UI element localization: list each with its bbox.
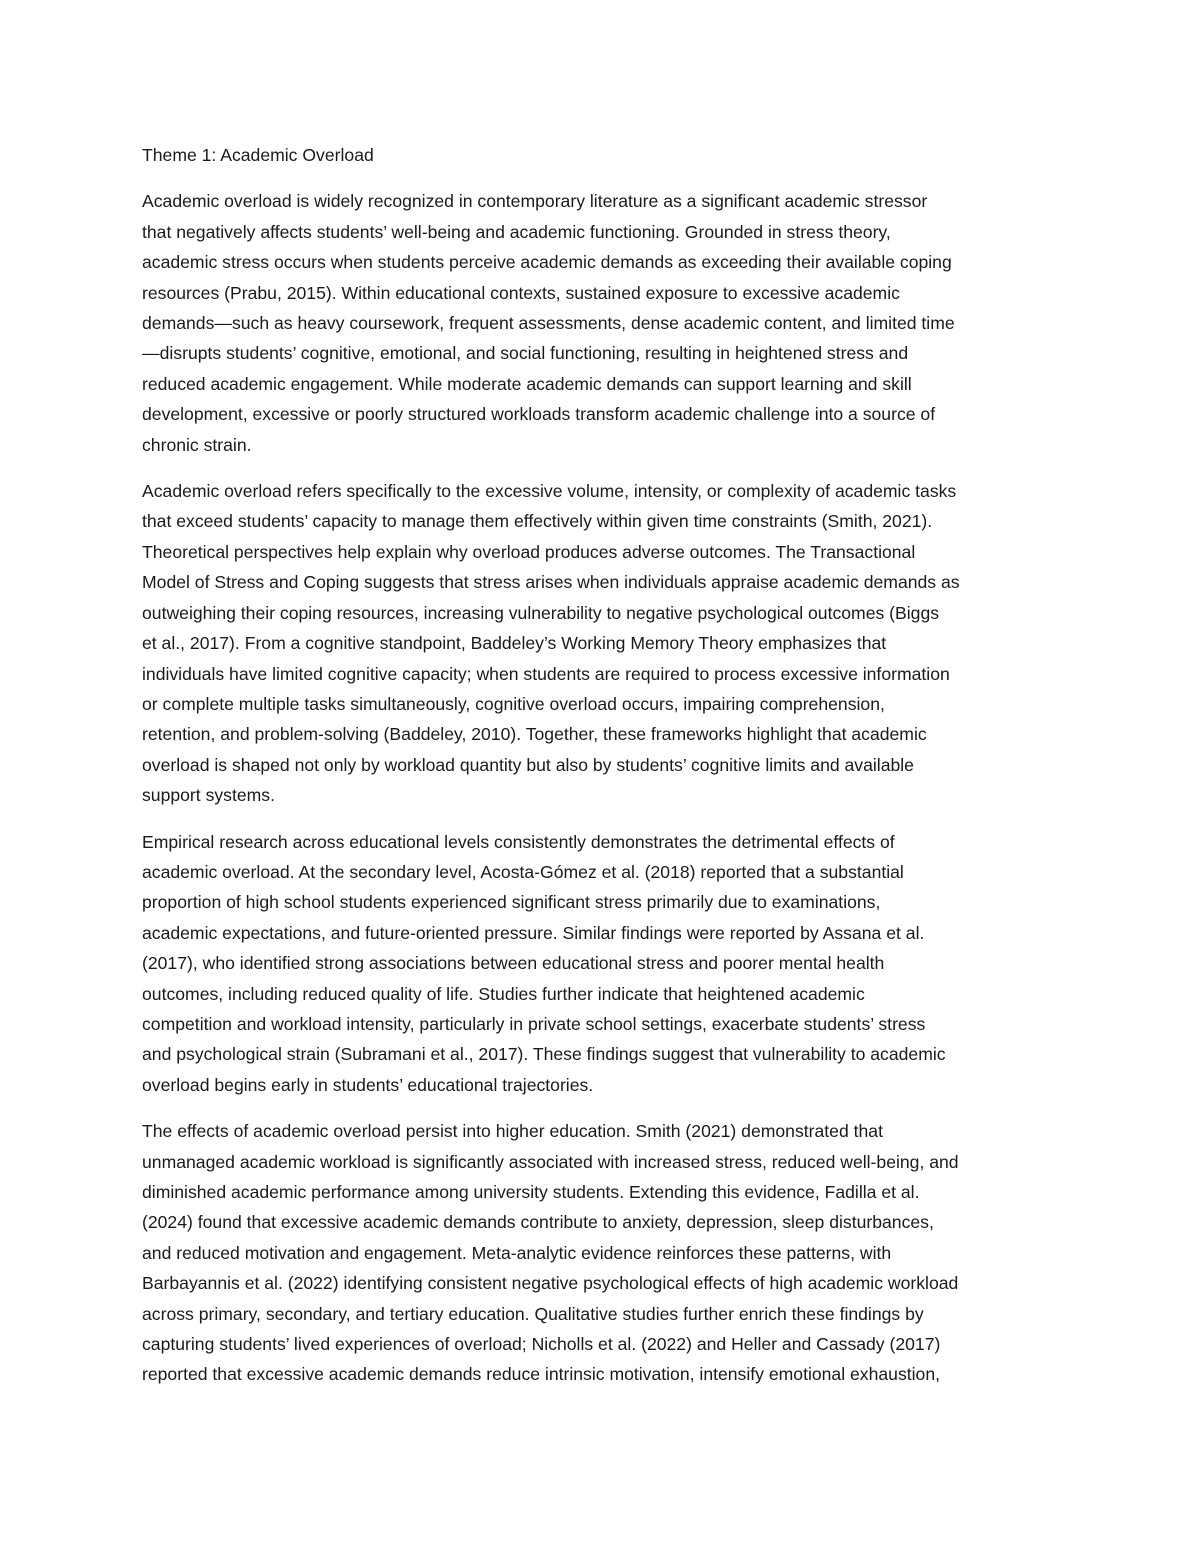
paragraph-line: support systems.: [142, 785, 275, 806]
paragraph-line: individuals have limited cognitive capacity; when students are required to process excessive information: [142, 663, 950, 684]
paragraph-line: overload is shaped not only by workload quantity but also by students’ cognitive limits and available: [142, 754, 914, 775]
paragraph-line: Academic overload is widely recognized in contemporary literature as a significant academic stressor: [142, 191, 928, 212]
body-paragraph: [142, 476, 1062, 810]
paragraph-line: competition and workload intensity, particularly in private school settings, exacerbate students’ stress: [142, 1013, 926, 1034]
paragraph-line: development, excessive or poorly structured workloads transform academic challenge into a source of: [142, 404, 936, 425]
paragraph-line: (2024) found that excessive academic demands contribute to anxiety, depression, sleep disturbances,: [142, 1212, 934, 1233]
paragraph-line: (2017), who identified strong associations between educational stress and poorer mental health: [142, 953, 885, 974]
paragraph-line: across primary, secondary, and tertiary education. Qualitative studies further enrich these findings by: [142, 1303, 924, 1324]
paragraph-line: resources (Prabu, 2015). Within educational contexts, sustained exposure to excessive academic: [142, 282, 900, 303]
body-paragraph: [142, 186, 1062, 460]
paragraph-line: overload begins early in students’ educational trajectories.: [142, 1074, 594, 1095]
document-body: [142, 140, 1062, 1406]
paragraph-line: reported that excessive academic demands reduce intrinsic motivation, intensify emotional exhaustion,: [142, 1364, 940, 1385]
paragraph-list: [142, 186, 1062, 1389]
paragraph-line: academic expectations, and future-oriented pressure. Similar findings were reported by Assana et al.: [142, 922, 925, 943]
paragraph-line: academic overload. At the secondary level, Acosta-Gómez et al. (2018) reported that a substantial: [142, 861, 904, 882]
paragraph-line: —disrupts students’ cognitive, emotional, and social functioning, resulting in heightened stress and: [142, 343, 909, 364]
paragraph-line: proportion of high school students experienced significant stress primarily due to examinations,: [142, 892, 881, 913]
paragraph-line: academic stress occurs when students perceive academic demands as exceeding their available coping: [142, 252, 952, 273]
paragraph-line: outweighing their coping resources, increasing vulnerability to negative psychological outcomes (Biggs: [142, 602, 940, 623]
paragraph-line: Academic overload refers specifically to the excessive volume, intensity, or complexity of academic tasks: [142, 481, 957, 502]
paragraph-line: Empirical research across educational levels consistently demonstrates the detrimental effects of: [142, 831, 895, 852]
paragraph-line: that negatively affects students’ well-being and academic functioning. Grounded in stress theory,: [142, 221, 891, 242]
paragraph-line: or complete multiple tasks simultaneously, cognitive overload occurs, impairing comprehension,: [142, 693, 885, 714]
paragraph-line: retention, and problem-solving (Baddeley, 2010). Together, these frameworks highlight that academic: [142, 724, 927, 745]
body-paragraph: [142, 1116, 1062, 1390]
paragraph-line: et al., 2017). From a cognitive standpoint, Baddeley’s Working Memory Theory emphasizes that: [142, 633, 887, 654]
paragraph-line: Model of Stress and Coping suggests that stress arises when individuals appraise academic demands as: [142, 572, 960, 593]
body-paragraph: [142, 827, 1062, 1101]
paragraph-line: Theoretical perspectives help explain why overload produces adverse outcomes. The Transactional: [142, 541, 916, 562]
paragraph-line: reduced academic engagement. While moderate academic demands can support learning and skill: [142, 373, 912, 394]
paragraph-line: outcomes, including reduced quality of life. Studies further indicate that heightened academic: [142, 983, 865, 1004]
paragraph-line: unmanaged academic workload is significantly associated with increased stress, reduced well-being, and: [142, 1151, 959, 1172]
paragraph-line: that exceed students’ capacity to manage them effectively within given time constraints (Smith, 2021).: [142, 511, 933, 532]
paragraph-line: The effects of academic overload persist into higher education. Smith (2021) demonstrated that: [142, 1121, 883, 1142]
paragraph-line: Barbayannis et al. (2022) identifying consistent negative psychological effects of high academic workload: [142, 1273, 959, 1294]
paragraph-line: and reduced motivation and engagement. Meta-analytic evidence reinforces these patterns, with: [142, 1242, 892, 1263]
section-heading: Theme 1: Academic Overload: [142, 145, 374, 165]
paragraph-line: chronic strain.: [142, 434, 252, 455]
paragraph-line: demands—such as heavy coursework, frequent assessments, dense academic content, and limited time: [142, 313, 955, 334]
paragraph-line: capturing students’ lived experiences of overload; Nicholls et al. (2022) and Heller and Cassady (2017): [142, 1334, 941, 1355]
paragraph-line: diminished academic performance among university students. Extending this evidence, Fadilla et al.: [142, 1182, 920, 1202]
paragraph-line: and psychological strain (Subramani et al., 2017). These findings suggest that vulnerability to academic: [142, 1044, 946, 1065]
